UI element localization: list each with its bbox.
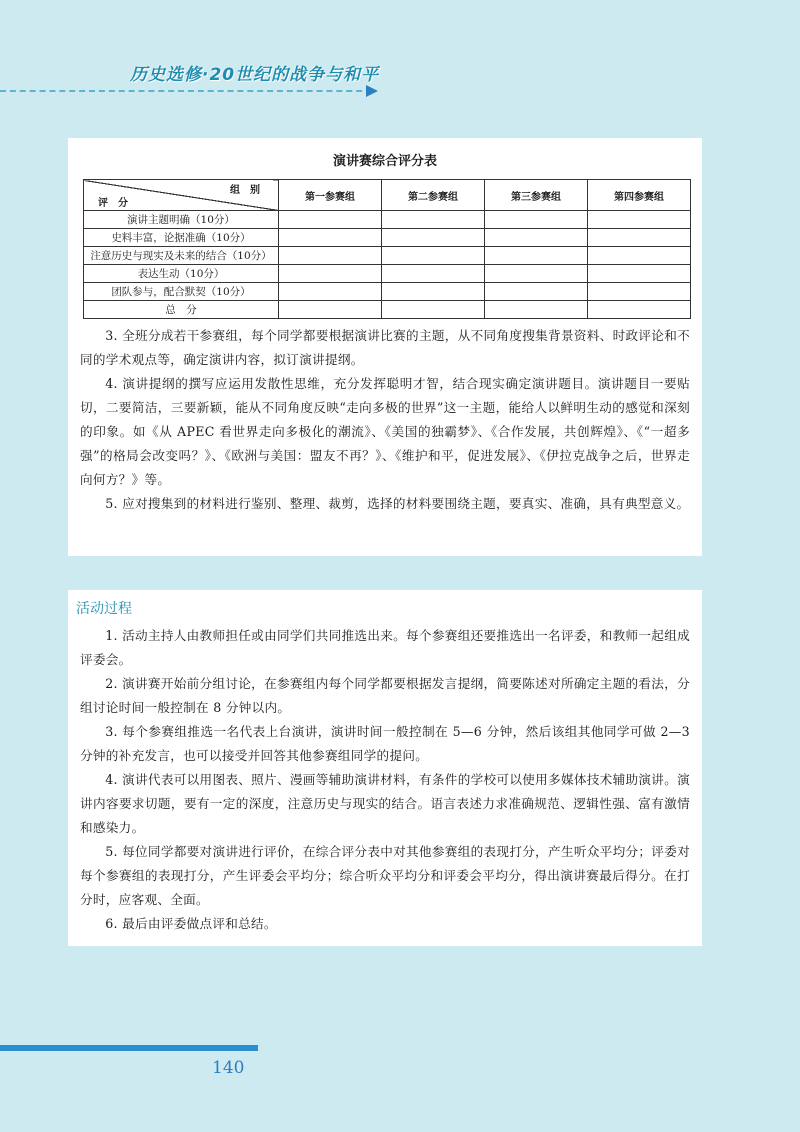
score-cell: [279, 301, 382, 319]
process-panel: [68, 590, 702, 946]
column-header: 第二参赛组: [382, 180, 485, 211]
table-row: [84, 265, 691, 283]
score-cell: [382, 265, 485, 283]
score-table: [83, 179, 691, 319]
paragraph: 4. 演讲提纲的撰写应运用发散性思维，充分发挥聪明才智，结合现实确定演讲题目。演讲题目一要贴切，二要简洁，三要新颖，能从不同角度反映“走向多极的世界”这一主题，能给人以鲜明生动的感觉和深刻的印象。如《从 APEC 看世界走向多极化的潮流》、《美国的独霸梦》、《合作发展，共创辉煌》、《“一超多强”的格局会改变吗？》、《欧洲与美国：盟友不再？》、《维护和平，促进发展》、《伊拉克战争之后，世界走向何方？》等。: [80, 376, 690, 487]
header-dashed-line: [0, 90, 372, 92]
paragraph: 5. 应对搜集到的材料进行鉴别、整理、裁剪，选择的材料要围绕主题，要真实、准确，具有典型意义。: [105, 496, 690, 511]
preparation-paragraphs: [80, 324, 690, 516]
score-cell: [588, 265, 691, 283]
score-cell: [279, 211, 382, 229]
score-cell: [279, 247, 382, 265]
section-title: 活动过程: [76, 601, 132, 617]
paragraph: 5. 每位同学都要对演讲进行评价，在综合评分表中对其他参赛组的表现打分，产生听众平均分；评委对每个参赛组的表现打分，产生评委会平均分；综合听众平均分和评委会平均分，得出演讲赛最后得分。在打分时，应客观、全面。: [80, 844, 690, 907]
corner-label-group: 组 别: [230, 185, 260, 196]
score-cell: [382, 211, 485, 229]
score-cell: [588, 229, 691, 247]
score-cell: [279, 265, 382, 283]
column-header: 第四参赛组: [588, 180, 691, 211]
criterion-cell: 史料丰富，论据准确（10分）: [84, 229, 279, 247]
paragraph: 3. 全班分成若干参赛组，每个同学都要根据演讲比赛的主题，从不同角度搜集背景资料、时政评论和不同的学术观点等，确定演讲内容，拟订演讲提纲。: [80, 328, 690, 367]
score-cell: [485, 301, 588, 319]
column-header: 第三参赛组: [485, 180, 588, 211]
criterion-cell: 演讲主题明确（10分）: [84, 211, 279, 229]
score-cell: [382, 301, 485, 319]
score-cell: [588, 301, 691, 319]
criterion-cell: 表达生动（10分）: [84, 265, 279, 283]
score-cell: [485, 283, 588, 301]
table-title: 演讲赛综合评分表: [332, 154, 437, 169]
score-cell: [588, 247, 691, 265]
score-cell: [485, 229, 588, 247]
score-cell: [588, 211, 691, 229]
table-header-row: [84, 180, 691, 211]
score-cell: [485, 265, 588, 283]
score-cell: [485, 247, 588, 265]
score-cell: [588, 283, 691, 301]
page-number: 140: [212, 1058, 245, 1078]
paragraph: 4. 演讲代表可以用图表、照片、漫画等辅助演讲材料，有条件的学校可以使用多媒体技术辅助演讲。演讲内容要求切题，要有一定的深度，注意历史与现实的结合。语言表述力求准确规范、逻辑性强、富有激情和感染力。: [80, 772, 690, 835]
table-row: [84, 301, 691, 319]
criterion-cell-total: 总 分: [84, 301, 279, 319]
column-header: 第一参赛组: [279, 180, 382, 211]
table-corner-cell: [84, 180, 279, 211]
paragraph: 6. 最后由评委做点评和总结。: [105, 916, 277, 931]
paragraph: 3. 每个参赛组推选一名代表上台演讲，演讲时间一般控制在 5—6 分钟，然后该组其他同学可做 2—3 分钟的补充发言，也可以接受并回答其他参赛组同学的提问。: [80, 724, 690, 763]
score-cell: [382, 229, 485, 247]
corner-label-score: 评 分: [98, 198, 128, 209]
table-row: [84, 229, 691, 247]
book-header-title: 历史选修·20世纪的战争与和平: [130, 65, 380, 85]
criterion-cell: 注意历史与现实及未来的结合（10分）: [84, 247, 279, 265]
paragraph: 2. 演讲赛开始前分组讨论，在参赛组内每个同学都要根据发言提纲，简要陈述对所确定主题的看法，分组讨论时间一般控制在 8 分钟以内。: [80, 676, 690, 715]
table-row: [84, 283, 691, 301]
score-cell: [485, 211, 588, 229]
score-cell: [279, 229, 382, 247]
scoring-panel: [68, 138, 702, 556]
criterion-cell: 团队参与，配合默契（10分）: [84, 283, 279, 301]
score-cell: [382, 247, 485, 265]
score-cell: [279, 283, 382, 301]
table-row: [84, 211, 691, 229]
footer-bar: [0, 1045, 258, 1051]
score-cell: [382, 283, 485, 301]
table-row: [84, 247, 691, 265]
paragraph: 1. 活动主持人由教师担任或由同学们共同推选出来。每个参赛组还要推选出一名评委，和教师一起组成评委会。: [80, 628, 690, 667]
header-arrow-icon: [366, 85, 378, 97]
